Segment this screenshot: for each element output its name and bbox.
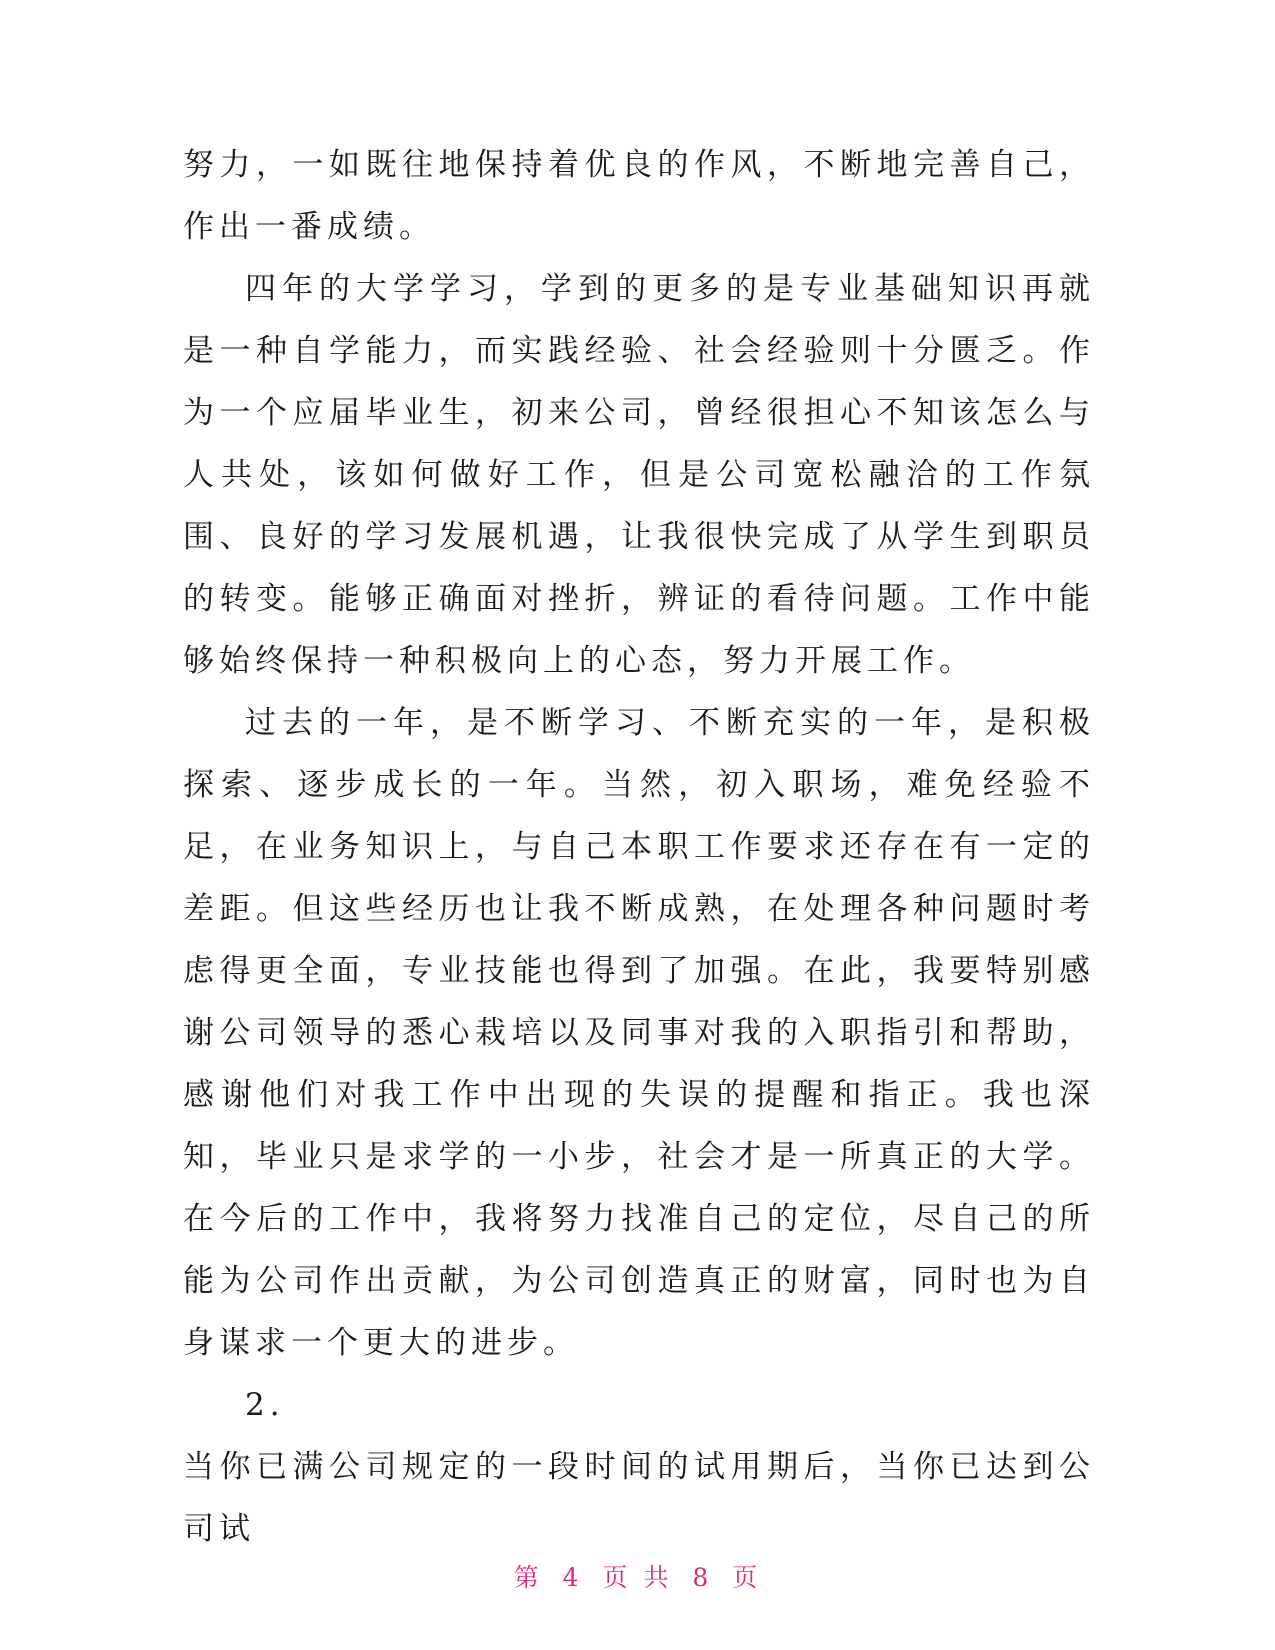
paragraph-continuation: 努力，一如既往地保持着优良的作风，不断地完善自己，作出一番成绩。 [183,147,1095,245]
paragraph-past-year: 过去的一年，是不断学习、不断充实的一年，是积极探索、逐步成长的一年。当然，初入职场，难免经验不足，在业务知识上，与自己本职工作要求还存在有一定的差距。但这些经历也让我不断成熟，在处理各种问题时考虑得更全面，专业技能也得到了加强。在此，我要特别感谢公司领导的悉心栽培以及同事对我的入职指引和帮助，感谢他们对我工作中出现的失误的提醒和指正。我也深知，毕业只是求学的一小步，社会才是一所真正的大学。在今后的工作中，我将努力找准自己的定位，尽自己的所能为公司作出贡献，为公司创造真正的财富，同时也为自身谋求一个更大的进步。 [183,705,1095,1361]
document-body [183,134,1095,1560]
paragraph-university-study: 四年的大学学习，学到的更多的是专业基础知识再就是一种自学能力，而实践经验、社会经验则十分匮乏。作为一个应届毕业生，初来公司，曾经很担心不知该怎么与人共处，该如何做好工作，但是公司宽松融洽的工作氛围、良好的学习发展机遇，让我很快完成了从学生到职员的转变。能够正确面对挫折，辨证的看待问题。工作中能够始终保持一种积极向上的心态，努力开展工作。 [183,271,1095,679]
page-footer [0,1558,1275,1594]
footer-middle: 页 共 [602,1563,673,1592]
footer-prefix: 第 [513,1563,543,1592]
footer-total-pages: 8 [692,1563,713,1592]
section-number: 2. [245,1387,285,1423]
paragraph-probation: 当你已满公司规定的一段时间的试用期后，当你已达到公司试 [183,1449,1095,1547]
footer-page-number: 4 [562,1563,583,1592]
footer-suffix: 页 [732,1563,762,1592]
